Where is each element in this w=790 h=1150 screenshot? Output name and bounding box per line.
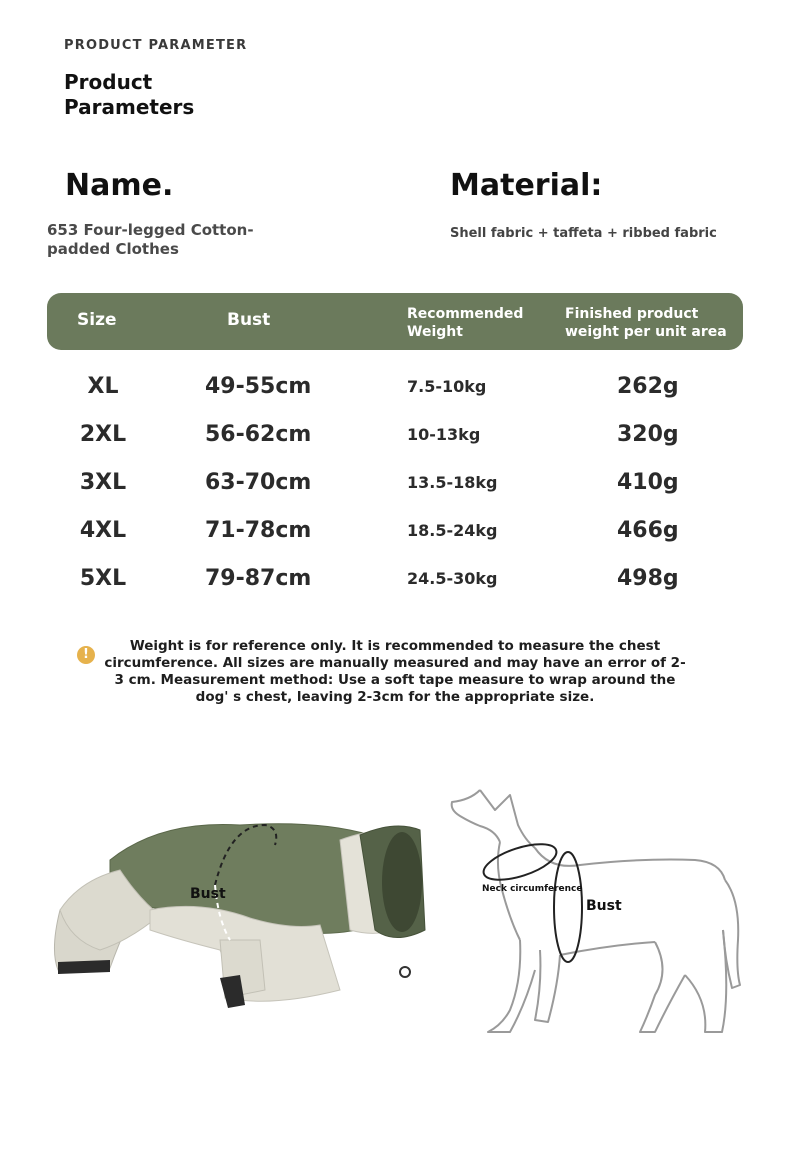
row-area: 466g (617, 518, 679, 543)
table-row (47, 418, 743, 458)
row-size: 5XL (79, 566, 127, 591)
table-row (47, 514, 743, 554)
row-bust: 79-87cm (205, 566, 312, 591)
exclamation-icon: ! (77, 646, 95, 664)
row-area: 262g (617, 374, 679, 399)
table-row (47, 562, 743, 602)
row-weight: 7.5-10kg (407, 377, 487, 396)
page-title: Product Parameters (64, 70, 195, 119)
row-bust: 49-55cm (205, 374, 312, 399)
size-table-header (47, 293, 743, 350)
dog-bust-label: Bust (586, 898, 622, 914)
measurement-note: Weight is for reference only. It is recommended to measure the chest circumference. All sizes are manually measured and may have an error of 2-3 cm. Measurement method: Use a soft tape measure to wrap around the dog' s chest, leaving 2-3cm for the appropriate size. (104, 638, 686, 705)
material-value: Shell fabric + taffeta + ribbed fabric (450, 226, 717, 241)
header-weight: Recommended Weight (407, 306, 524, 340)
row-weight: 13.5-18kg (407, 473, 498, 492)
jacket-illustration (40, 800, 440, 1030)
row-bust: 63-70cm (205, 470, 312, 495)
row-size: 2XL (79, 422, 127, 447)
dog-measurement-diagram (440, 770, 760, 1060)
header-size: Size (77, 310, 117, 330)
table-row (47, 370, 743, 410)
material-label: Material: (450, 168, 603, 203)
row-weight: 18.5-24kg (407, 521, 498, 540)
row-bust: 56-62cm (205, 422, 312, 447)
header-area: Finished product weight per unit area (565, 306, 727, 340)
row-bust: 71-78cm (205, 518, 312, 543)
row-size: 4XL (79, 518, 127, 543)
row-area: 410g (617, 470, 679, 495)
row-weight: 10-13kg (407, 425, 481, 444)
row-size: XL (87, 374, 119, 399)
row-size: 3XL (79, 470, 127, 495)
table-row (47, 466, 743, 506)
row-area: 320g (617, 422, 679, 447)
header-bust: Bust (227, 310, 271, 330)
section-label: PRODUCT PARAMETER (64, 38, 248, 53)
name-label: Name. (65, 168, 174, 203)
row-weight: 24.5-30kg (407, 569, 498, 588)
jacket-bust-label: Bust (190, 886, 226, 902)
neck-circumference-label: Neck circumference (482, 884, 583, 894)
name-value: 653 Four-legged Cotton-padded Clothes (47, 221, 254, 258)
row-area: 498g (617, 566, 679, 591)
